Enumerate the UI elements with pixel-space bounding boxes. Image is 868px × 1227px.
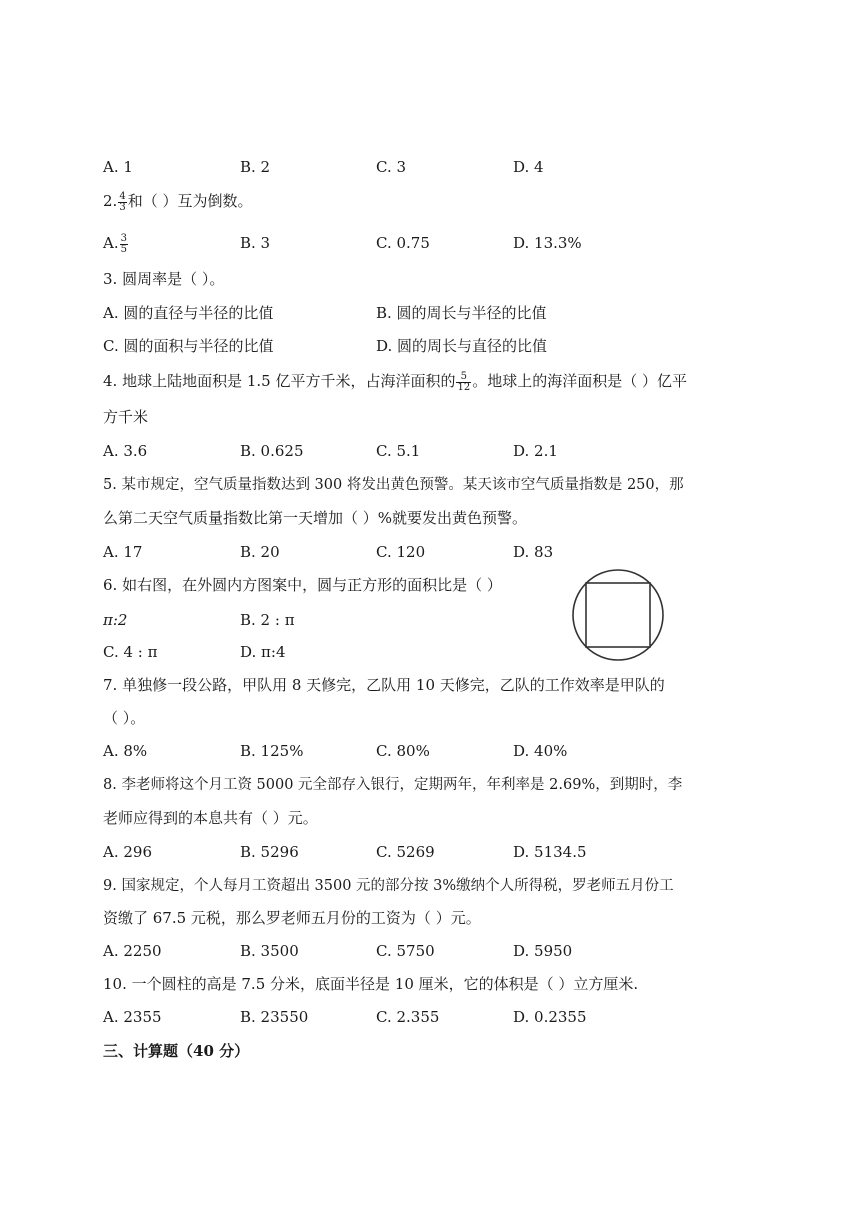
q7-option-c: C. 80% — [376, 742, 430, 760]
q4-option-a: A. 3.6 — [103, 442, 148, 460]
q1-option-d: D. 4 — [513, 158, 544, 176]
circle-square-figure — [571, 568, 665, 662]
q3-option-a: A. 圆的直径与半径的比值 — [103, 304, 274, 322]
q6-option-b: B. 2 : π — [240, 611, 295, 629]
q5-option-d: D. 83 — [513, 543, 554, 561]
q1-option-a: A. 1 — [103, 158, 133, 176]
q5-stem-line1: 5. 某市规定，空气质量指数达到 300 将发出黄色预警。某天该市空气质量指数是 250，那 — [103, 477, 684, 493]
q2-fraction: $\frac{4}{3}$ — [119, 190, 126, 213]
q2-option-a: A. $\frac{3}{5}$ — [103, 232, 127, 255]
q8-option-c: C. 5269 — [376, 843, 435, 861]
q4-option-c: C. 5.1 — [376, 442, 421, 460]
q1-option-c: C. 3 — [376, 158, 407, 176]
q2-option-a-fraction: $\frac{3}{5}$ — [120, 232, 127, 255]
q7-option-b: B. 125% — [240, 742, 304, 760]
q4-stem-line2: 方千米 — [103, 408, 149, 426]
q5-stem-line2: 么第二天空气质量指数比第一天增加（ ）%就要发出黄色预警。 — [103, 509, 528, 527]
q7-stem-line1: 7. 单独修一段公路，甲队用 8 天修完，乙队用 10 天修完，乙队的工作效率是甲队的 — [103, 676, 665, 694]
q9-stem-line2: 资缴了 67.5 元税，那么罗老师五月份的工资为（ ）元。 — [103, 909, 481, 927]
q6-option-c: C. 4 : π — [103, 643, 158, 661]
q9-option-c: C. 5750 — [376, 942, 435, 960]
q6-stem: 6. 如右图，在外圆内方图案中，圆与正方形的面积比是（ ） — [103, 576, 502, 594]
q7-option-d: D. 40% — [513, 742, 568, 760]
q4-option-b: B. 0.625 — [240, 442, 304, 460]
q8-stem-line1: 8. 李老师将这个月工资 5000 元全部存入银行，定期两年，年利率是 2.69%，到期时，李 — [103, 777, 683, 793]
q4-option-d: D. 2.1 — [513, 442, 558, 460]
q8-stem-line2: 老师应得到的本息共有（ ）元。 — [103, 809, 318, 827]
q3-option-b: B. 圆的周长与半径的比值 — [376, 304, 547, 322]
q10-stem: 10. 一个圆柱的高是 7.5 分米，底面半径是 10 厘米，它的体积是（ ）立方厘米. — [103, 975, 639, 993]
q6-option-a: π:2 — [103, 611, 128, 629]
q3-option-d: D. 圆的周长与直径的比值 — [376, 337, 548, 355]
inscribed-square — [586, 583, 650, 647]
q2-stem-text: 和（ ）互为倒数。 — [127, 192, 253, 210]
q7-option-a: A. 8% — [103, 742, 148, 760]
q7-stem-line2: （ ）。 — [103, 709, 146, 727]
q3-stem: 3. 圆周率是（ ）。 — [103, 270, 225, 288]
q1-option-b: B. 2 — [240, 158, 271, 176]
q8-option-d: D. 5134.5 — [513, 843, 587, 861]
q10-option-b: B. 23550 — [240, 1008, 309, 1026]
q4-stem-line1: 4. 地球上陆地面积是 1.5 亿平方千米，占海洋面积的 $\frac{5}{12}$ 。地球上的海洋面积是（ ）亿平 — [103, 370, 687, 393]
q9-option-b: B. 3500 — [240, 942, 299, 960]
q2-option-b: B. 3 — [240, 234, 271, 252]
q10-option-c: C. 2.355 — [376, 1008, 440, 1026]
q10-option-a: A. 2355 — [103, 1008, 162, 1026]
q9-stem-line1: 9. 国家规定，个人每月工资超出 3500 元的部分按 3%缴纳个人所得税，罗老师五月份工 — [103, 878, 674, 894]
q9-option-a: A. 2250 — [103, 942, 162, 960]
q4-fraction: $\frac{5}{12}$ — [457, 370, 471, 393]
q6-option-d: D. π:4 — [240, 643, 286, 661]
q5-option-c: C. 120 — [376, 543, 426, 561]
q8-option-b: B. 5296 — [240, 843, 299, 861]
q9-option-d: D. 5950 — [513, 942, 573, 960]
q3-option-c: C. 圆的面积与半径的比值 — [103, 337, 274, 355]
q2-option-c: C. 0.75 — [376, 234, 430, 252]
q2-number: 2. — [103, 192, 118, 210]
q10-option-d: D. 0.2355 — [513, 1008, 587, 1026]
q5-option-b: B. 20 — [240, 543, 280, 561]
section-heading: 三、计算题（40 分） — [103, 1042, 250, 1060]
q8-option-a: A. 296 — [103, 843, 152, 861]
q2-stem — [103, 191, 252, 213]
q5-option-a: A. 17 — [103, 543, 143, 561]
q2-option-d: D. 13.3% — [513, 234, 582, 252]
